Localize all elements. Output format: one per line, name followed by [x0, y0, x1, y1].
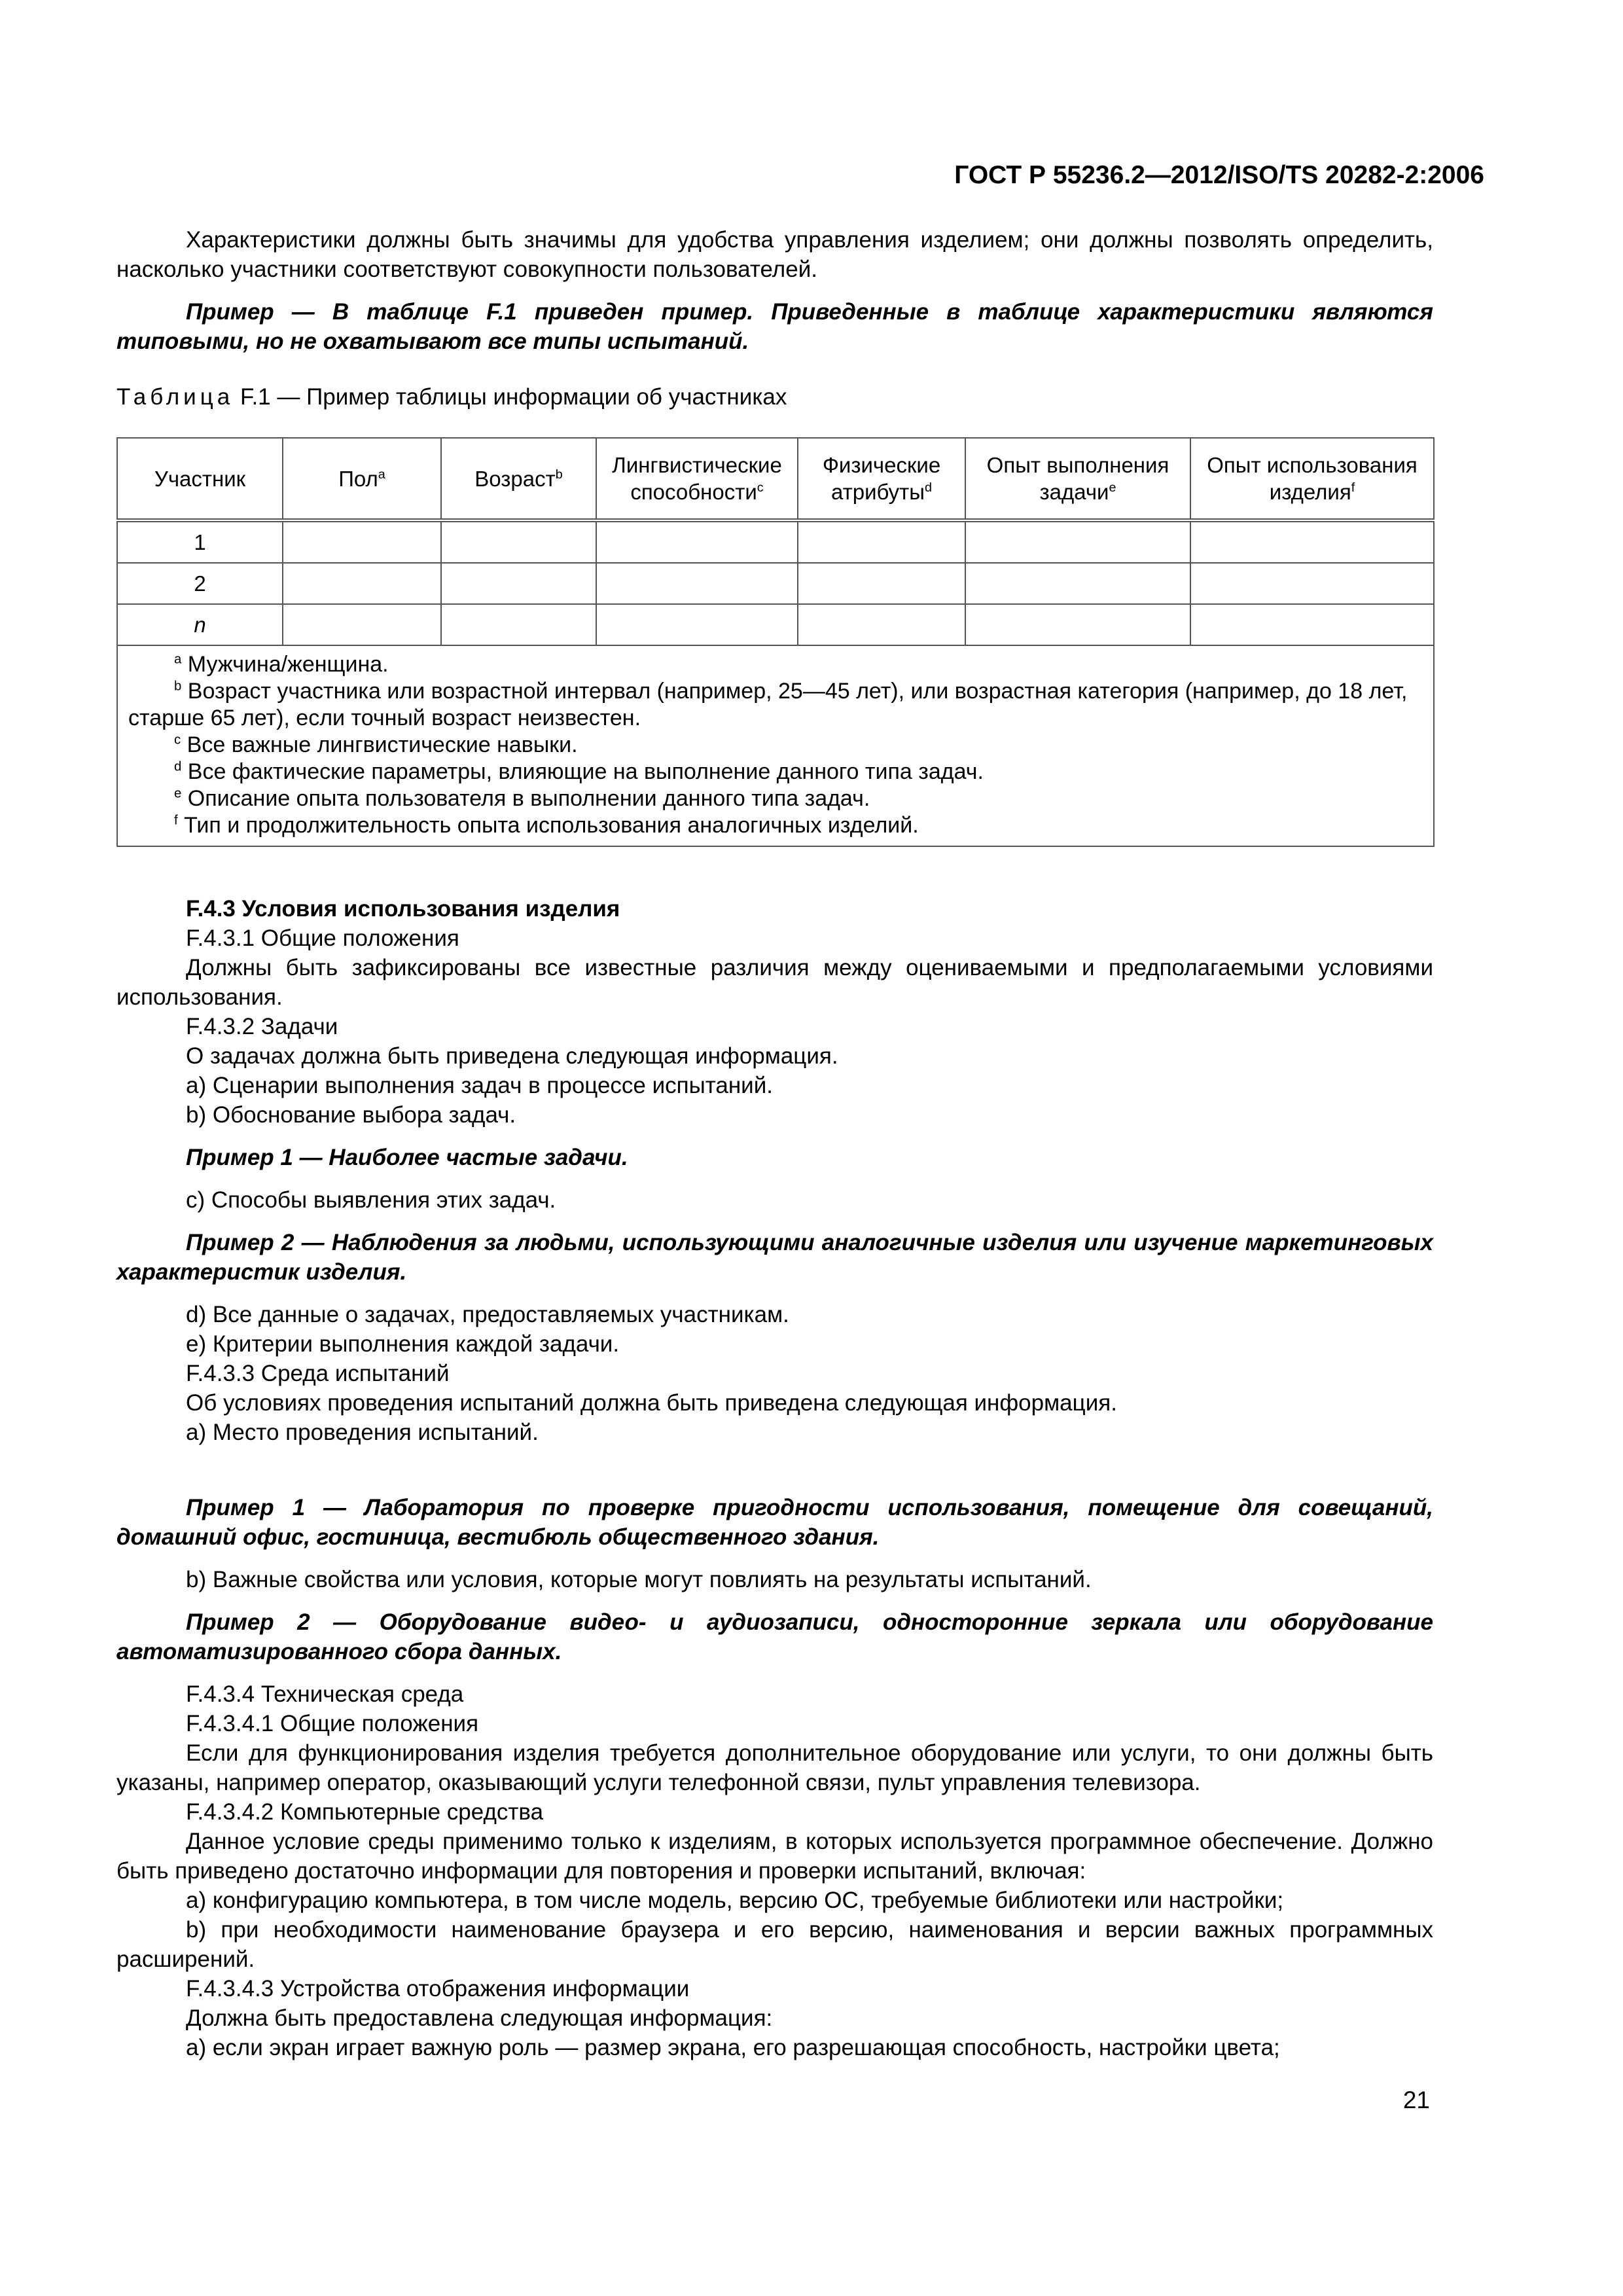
list-item: a) Место проведения испытаний. — [186, 1420, 539, 1445]
paragraph-f4343: Должна быть предоставлена следующая информация: — [186, 2005, 773, 2031]
table-cell — [596, 563, 798, 604]
example-text: Пример 1 — Лаборатория по проверке пригодности использования, помещение для совещаний, домашний офис, гостиница, вестибюль общественного здания. — [116, 1495, 1433, 1550]
header-age: Возраст$^b$ — [441, 438, 596, 520]
list-item: a) Сценарии выполнения задач в процессе испытаний. — [186, 1073, 774, 1098]
list-item: b) Обоснование выбора задач. — [186, 1102, 516, 1128]
table-caption-prefix: Таблица — [116, 384, 234, 410]
table-note: $^c$ Все важные лингвистические навыки. — [174, 732, 578, 757]
list-item: e) Критерии выполнения каждой задачи. — [186, 1331, 620, 1357]
table-header-row — [117, 438, 1434, 520]
table-caption-text: F.1 — Пример таблицы информации об участниках — [234, 384, 787, 410]
table-notes — [117, 645, 1434, 846]
header-linguistic: Лингвистические способности$^c$ — [596, 438, 798, 520]
paragraph-f4341: Если для функционирования изделия требуется дополнительное оборудование или услуги, то они должны быть указаны, например оператор, оказывающий услуги телефонной связи, пульт управления телевизора. — [116, 1740, 1433, 1795]
list-item: a) если экран играет важную роль — размер экрана, его разрешающая способность, настройки цвета; — [186, 2035, 1280, 2060]
table-cell — [441, 604, 596, 645]
section-heading-f434: F.4.3.4 Техническая среда — [186, 1681, 464, 1707]
table-cell — [798, 520, 965, 563]
table-row — [117, 520, 1434, 563]
table-note: $^f$ Тип и продолжительность опыта использования аналогичных изделий. — [174, 813, 919, 838]
header-sex: Пол$^a$ — [283, 438, 441, 520]
table-cell — [283, 520, 441, 563]
paragraph-f431: Должны быть зафиксированы все известные различия между оцениваемыми и предполагаемыми условиями использования. — [116, 955, 1433, 1010]
list-item: b) Важные свойства или условия, которые могут повлиять на результаты испытаний. — [186, 1567, 1092, 1592]
table-cell — [283, 604, 441, 645]
table-row — [117, 604, 1434, 645]
table-cell — [1190, 563, 1434, 604]
table-note: $^d$ Все фактические параметры, влияющие на выполнение данного типа задач. — [174, 759, 984, 784]
table-cell — [1190, 604, 1434, 645]
row-number: 1 — [117, 520, 283, 563]
list-item: a) конфигурацию компьютера, в том числе модель, версию ОС, требуемые библиотеки или настройки; — [186, 1888, 1284, 1913]
list-item: b) при необходимости наименование браузера и его версию, наименования и версии важных программных расширений. — [116, 1917, 1433, 1972]
intro-example: Пример — В таблице F.1 приведен пример. Приведенные в таблице характеристики являются типовыми, но не охватывают все типы испытаний. — [116, 299, 1433, 354]
section-heading-f4341: F.4.3.4.1 Общие положения — [186, 1711, 479, 1736]
section-heading-f43: F.4.3 Условия использования изделия — [186, 896, 620, 922]
table-note: $^e$ Описание опыта пользователя в выполнении данного типа задач. — [174, 786, 870, 811]
header-participant: Участник — [117, 438, 283, 520]
section-heading-f432: F.4.3.2 Задачи — [186, 1014, 338, 1039]
list-item: d) Все данные о задачах, предоставляемых участникам. — [186, 1302, 789, 1327]
table-cell — [283, 563, 441, 604]
row-number: n — [117, 604, 283, 645]
section-heading-f431: F.4.3.1 Общие положения — [186, 925, 459, 951]
table-caption — [116, 382, 1433, 412]
section-heading-f4343: F.4.3.4.3 Устройства отображения информации — [186, 1976, 690, 2001]
example-text: Пример 2 — Наблюдения за людьми, использующими аналогичные изделия или изучение маркетинговых характеристик изделия. — [116, 1230, 1433, 1285]
table-cell — [798, 604, 965, 645]
table-note: $^b$ Возраст участника или возрастной интервал (например, 25—45 лет), или возрастная категория (например, до 18 лет, старше 65 лет), если точный возраст неизвестен. — [128, 679, 1408, 730]
paragraph-f4342: Данное условие среды применимо только к изделиям, в которых используется программное обеспечение. Должно быть приведено достаточно информации для повторения и проверки испытаний, включая: — [116, 1829, 1433, 1884]
table-row — [117, 563, 1434, 604]
header-physical: Физические атрибуты$^d$ — [798, 438, 965, 520]
table-cell — [965, 520, 1190, 563]
paragraph-f432: О задачах должна быть приведена следующая информация. — [186, 1043, 838, 1069]
intro-section — [116, 225, 1433, 412]
table-notes-row — [117, 645, 1434, 846]
page-number: 21 — [1402, 2087, 1430, 2113]
main-body — [116, 894, 1433, 2062]
table-note: $^a$ Мужчина/женщина. — [174, 652, 389, 677]
row-number: 2 — [117, 563, 283, 604]
table-cell — [441, 520, 596, 563]
table-cell — [441, 563, 596, 604]
list-item: c) Способы выявления этих задач. — [186, 1187, 556, 1213]
document-header: ГОСТ Р 55236.2—2012/ISO/TS 20282-2:2006 — [954, 161, 1484, 189]
intro-paragraph: Характеристики должны быть значимы для удобства управления изделием; они должны позволять определить, насколько участники соответствуют совокупности пользователей. — [116, 227, 1433, 282]
paragraph-f433: Об условиях проведения испытаний должна быть приведена следующая информация. — [186, 1390, 1117, 1416]
header-task-experience: Опыт выполнения задачи$^e$ — [965, 438, 1190, 520]
table-cell — [965, 604, 1190, 645]
section-heading-f433: F.4.3.3 Среда испытаний — [186, 1361, 450, 1386]
section-heading-f4342: F.4.3.4.2 Компьютерные средства — [186, 1799, 544, 1825]
table-cell — [798, 563, 965, 604]
participants-table — [116, 437, 1435, 847]
example-text: Пример 1 — Наиболее частые задачи. — [186, 1145, 628, 1170]
example-text: Пример 2 — Оборудование видео- и аудиозаписи, односторонние зеркала или оборудование автоматизированного сбора данных. — [116, 1609, 1433, 1664]
table-cell — [596, 604, 798, 645]
header-product-experience: Опыт использования изделия$^f$ — [1190, 438, 1434, 520]
table-cell — [596, 520, 798, 563]
table-cell — [1190, 520, 1434, 563]
table-cell — [965, 563, 1190, 604]
